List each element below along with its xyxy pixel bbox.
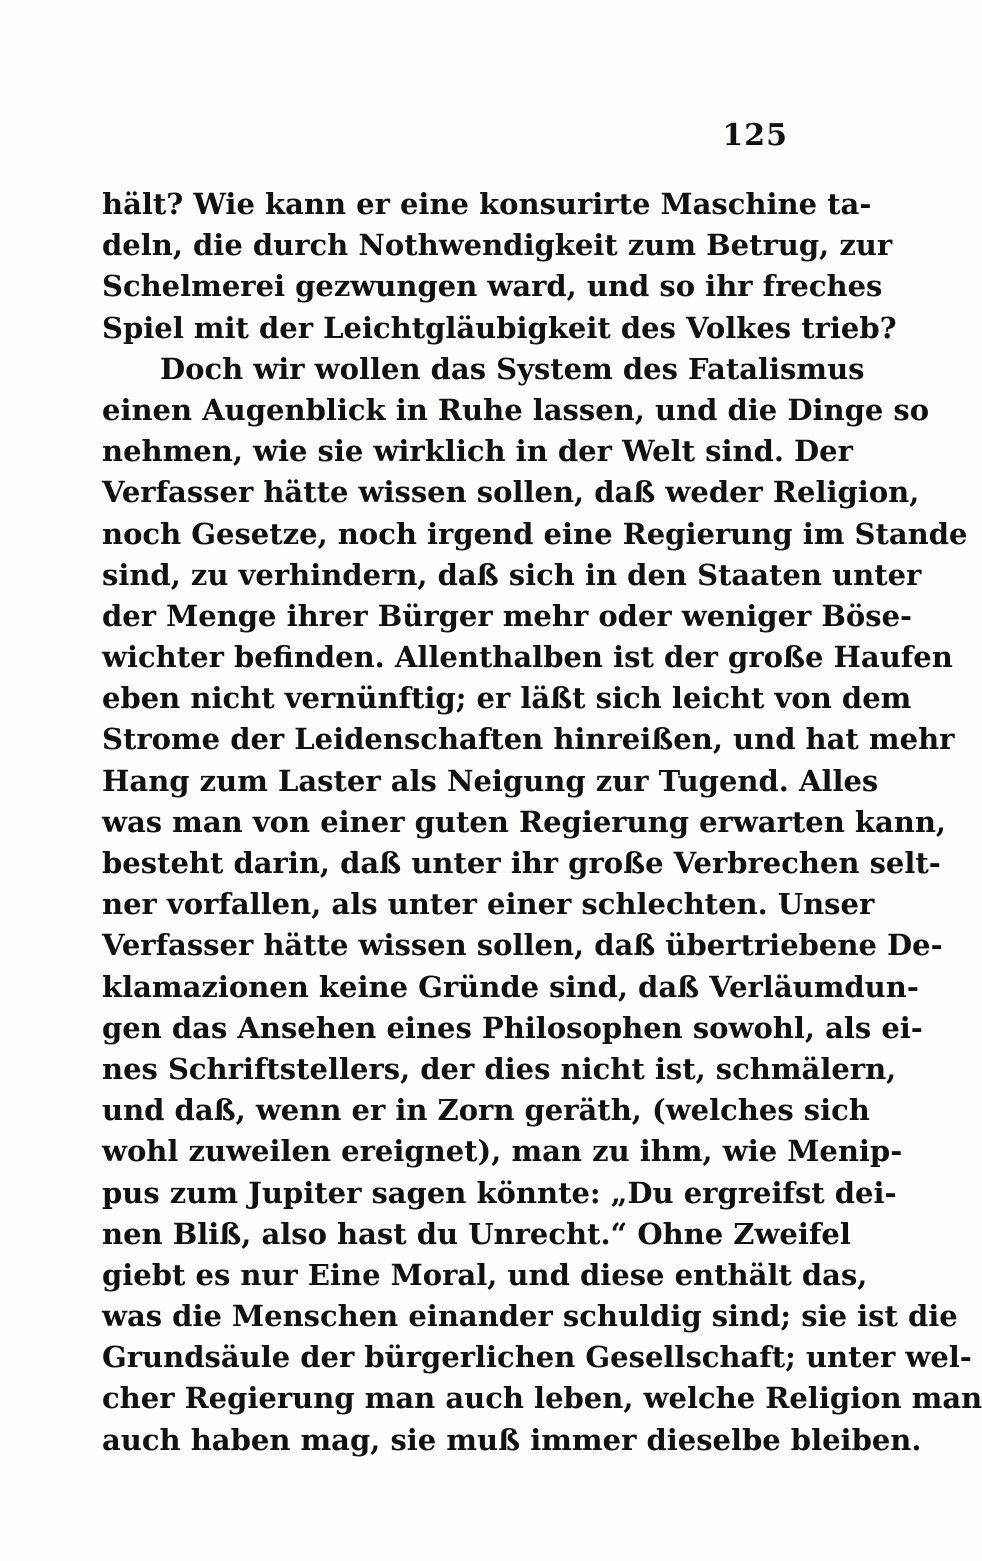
text-line: cher Regierung man auch leben, welche Religion man <box>102 1381 982 1416</box>
text-line: nehmen, wie sie wirklich in der Welt sind. Der <box>102 434 853 469</box>
text-line: nes Schriftstellers, der dies nicht ist, schmälern, <box>102 1051 897 1086</box>
text-line: und daß, wenn er in Zorn geräth, (welches sich <box>102 1093 870 1128</box>
text-line: Grundsäule der bürgerlichen Gesellschaft; unter wel- <box>102 1340 972 1375</box>
text-line: wichter befinden. Allenthalben ist der große Haufen <box>102 640 953 675</box>
text-line: Strome der Leidenschaften hinreißen, und hat mehr <box>102 722 955 757</box>
text-line: hält? Wie kann er eine konsurirte Maschine ta- <box>102 187 872 221</box>
text-line: Verfasser hätte wissen sollen, daß übertriebene De- <box>102 928 943 963</box>
text-line: besteht darin, daß unter ihr große Verbrechen selt- <box>102 846 941 880</box>
text-line: klamazionen keine Gründe sind, daß Verläumdun- <box>102 969 919 1004</box>
text-line: pus zum Jupiter sagen könnte: „Du ergreifst dei- <box>102 1175 897 1210</box>
paragraph-first-line: Doch wir wollen das System des Fatalismus <box>160 351 865 386</box>
body-text <box>102 184 982 1461</box>
text-line: wohl zuweilen ereignet), man zu ihm, wie Menip- <box>102 1134 903 1169</box>
text-line: eben nicht vernünftig; er läßt sich leicht von dem <box>102 681 912 716</box>
text-line: Hang zum Laster als Neigung zur Tugend. Alles <box>102 763 879 798</box>
text-line: gen das Ansehen eines Philosophen sowohl, als ei- <box>102 1010 923 1045</box>
text-line: Spiel mit der Leichtgläubigkeit des Volkes trieb? <box>102 310 897 345</box>
text-line: deln, die durch Nothwendigkeit zum Betrug, zur <box>102 228 893 263</box>
text-line: auch haben mag, sie muß immer dieselbe bleiben. <box>102 1422 922 1457</box>
text-line: giebt es nur Eine Moral, und diese enthält das, <box>102 1257 868 1292</box>
text-line: Schelmerei gezwungen ward, und so ihr freches <box>102 269 883 304</box>
text-line: Verfasser hätte wissen sollen, daß weder Religion, <box>102 475 920 510</box>
text-line: ner vorfallen, als unter einer schlechten. Unser <box>102 887 875 922</box>
text-line: der Menge ihrer Bürger mehr oder weniger Böse- <box>102 598 913 633</box>
text-line: noch Gesetze, noch irgend eine Regierung im Stande <box>102 516 968 551</box>
text-line: was die Menschen einander schuldig sind; sie ist die <box>102 1299 958 1334</box>
text-line: einen Augenblick in Ruhe lassen, und die Dinge so <box>102 392 930 427</box>
text-line: nen Bliß, also hast du Unrecht.“ Ohne Zweifel <box>102 1216 851 1251</box>
page-number: 125 <box>722 118 788 153</box>
text-line: was man von einer guten Regierung erwarten kann, <box>102 804 947 839</box>
text-line: sind, zu verhindern, daß sich in den Staaten unter <box>102 557 922 592</box>
